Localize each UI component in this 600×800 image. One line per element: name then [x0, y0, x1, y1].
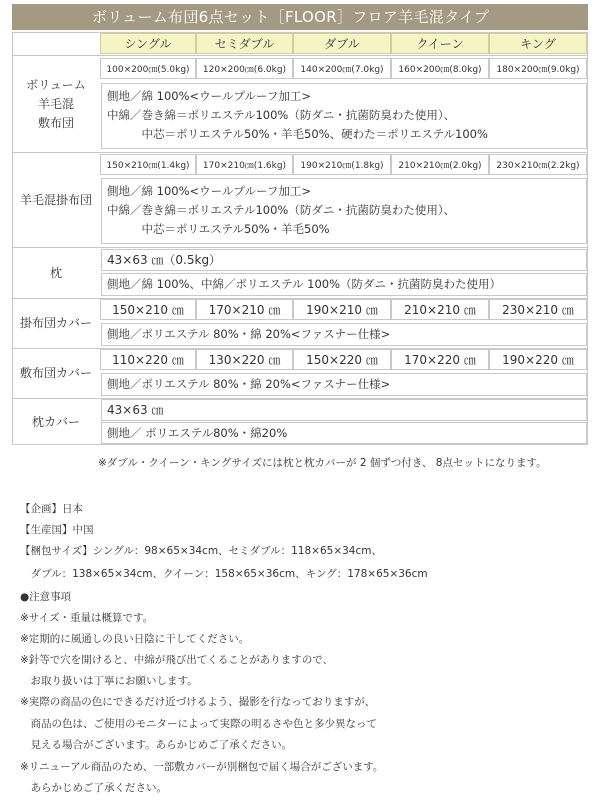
page-title: ボリューム布団6点セット［FLOOR］フロア羊毛混タイプ	[92, 8, 490, 26]
pillow-size	[101, 249, 587, 271]
row-label-line: 枕	[49, 265, 62, 280]
size-cell: 110×220 ㎝	[100, 349, 196, 370]
size-cell: 180×200㎝(9.0kg)	[489, 58, 587, 79]
desc-line: 側地／綿 100%、中綿／ポリエステル 100%（防ダニ・抗菌防臭わた使用）	[107, 277, 502, 291]
desc-line: 中綿／巻き綿＝ポリエステル100%（防ダニ・抗菌防臭わた使用）、	[107, 108, 456, 122]
row-label-line: 敷布団カバー	[19, 365, 92, 380]
info-line: ※サイズ・重量は概算です。	[20, 612, 154, 624]
row-label-comforter	[13, 154, 99, 246]
desc-line: 側地／ ポリエステル80%・綿20%	[107, 426, 288, 440]
desc-line: 側地／ポリエステル 80%・綿 20%<ファスナー仕様>	[107, 327, 391, 341]
size-cell: 150×210 ㎝	[100, 299, 196, 320]
spec-description	[101, 373, 587, 396]
info-line: お取り扱いは丁寧にお願いします。	[20, 675, 198, 687]
spec-description	[101, 178, 587, 244]
size-cell: 170×210㎝(1.6kg)	[196, 154, 293, 175]
row-divider	[13, 152, 587, 153]
size-cell: 170×220 ㎝	[391, 349, 489, 370]
info-line: 商品の色は、ご使用のモニターによって実際の明るさや色と多少異なって	[20, 718, 377, 730]
pillow-cover-size	[101, 399, 587, 421]
size-header-king: キング	[489, 33, 587, 54]
row-label-mattress	[13, 57, 99, 151]
info-line: ※実際の商品の色にできるだけ近づけるよう、撮影を行なっておりますが、	[20, 696, 376, 708]
size-cell: 210×210 ㎝	[391, 299, 489, 320]
desc-line: 側地／ポリエステル 80%・綿 20%<ファスナー仕様>	[107, 377, 391, 391]
row-label-line: 敷布団	[37, 115, 74, 130]
info-line: 【梱包サイズ】シングル：98×65×34cm、セミダブル：118×65×34cm、	[20, 545, 382, 557]
row-label-line: ボリューム	[26, 77, 86, 92]
spec-description	[101, 83, 587, 149]
size-cell: 190×210 ㎝	[293, 299, 391, 320]
desc-line: 側地／綿 100%<ウールプルーフ加工>	[107, 184, 312, 198]
size-cell: 150×220 ㎝	[293, 349, 391, 370]
spec-description	[101, 323, 587, 346]
row-label-line: 掛布団カバー	[19, 315, 92, 330]
size-cell: 130×220 ㎝	[196, 349, 293, 370]
size-header-single: シングル	[100, 33, 196, 54]
info-line: ●注意事項	[20, 591, 72, 603]
row-label-line: 枕カバー	[31, 414, 80, 429]
info-line: ダブル：138×65×34cm、クイーン：158×65×36cm、キング：178×65×36cm	[20, 568, 428, 580]
info-line: ※リニューアル商品のため、一部敷カバーが別梱包で届く場合がございます。	[20, 761, 384, 773]
size-cell: 100×200㎝(5.0kg)	[100, 58, 196, 79]
desc-line: 中綿／巻き綿＝ポリエステル100%（防ダニ・抗菌防臭わた使用）、	[107, 203, 456, 217]
row-label-mattress-cover	[13, 350, 99, 396]
row-label-line: 羊毛混掛布団	[19, 192, 92, 207]
size-cell: 120×200㎝(6.0kg)	[196, 58, 293, 79]
set-note: ※ダブル・クイーン・キングサイズには枕と枕カバーが 2 個ずつ付き、 8点セットになります。	[98, 457, 547, 469]
row-divider	[13, 55, 587, 56]
size-header-semidouble: セミダブル	[196, 33, 293, 54]
desc-line: 側地／綿 100%<ウールプルーフ加工>	[107, 89, 312, 103]
info-line: 【生産国】中国	[20, 524, 94, 536]
desc-line: 中芯＝ポリエステル50%・羊毛50%	[107, 222, 330, 236]
row-label-pillow	[13, 249, 99, 297]
row-label-line: 羊毛混	[37, 96, 74, 111]
info-line: あらかじめご了承ください。	[20, 782, 167, 794]
spec-description	[101, 422, 587, 444]
row-label-pillow-cover	[13, 400, 99, 444]
size-cell: 210×210㎝(2.0kg)	[391, 154, 489, 175]
size-cell: 190×210㎝(1.8kg)	[293, 154, 391, 175]
desc-line: 中芯＝ポリエステル50%・羊毛50%、硬わた＝ポリエステル100%	[107, 127, 488, 141]
row-label-comforter-cover	[13, 300, 99, 346]
spec-description	[101, 273, 587, 296]
size-cell: 230×210㎝(2.2kg)	[489, 154, 587, 175]
size-cell: 140×200㎝(7.0kg)	[293, 58, 391, 79]
spec-table	[12, 32, 588, 445]
info-line: 見える場合がございます。あらかじめご了承ください。	[20, 739, 293, 751]
size-header-double: ダブル	[293, 33, 391, 54]
size-header-queen: クイーン	[391, 33, 489, 54]
size-text: 43×63 ㎝	[107, 403, 164, 417]
size-cell: 230×210 ㎝	[489, 299, 587, 320]
info-line: 【企画】日本	[20, 503, 83, 515]
size-cell: 190×220 ㎝	[489, 349, 587, 370]
size-cell: 150×210㎝(1.4kg)	[100, 154, 196, 175]
size-text: 43×63 ㎝（0.5kg）	[107, 253, 222, 267]
size-cell: 160×200㎝(8.0kg)	[391, 58, 489, 79]
row-divider	[13, 247, 587, 248]
info-line: ※針等で穴を開けると、中綿が飛び出てくることがありますので、	[20, 654, 334, 666]
info-line: ※定期的に風通しの良い日陰に干してください。	[20, 633, 250, 645]
size-cell: 170×210 ㎝	[196, 299, 293, 320]
